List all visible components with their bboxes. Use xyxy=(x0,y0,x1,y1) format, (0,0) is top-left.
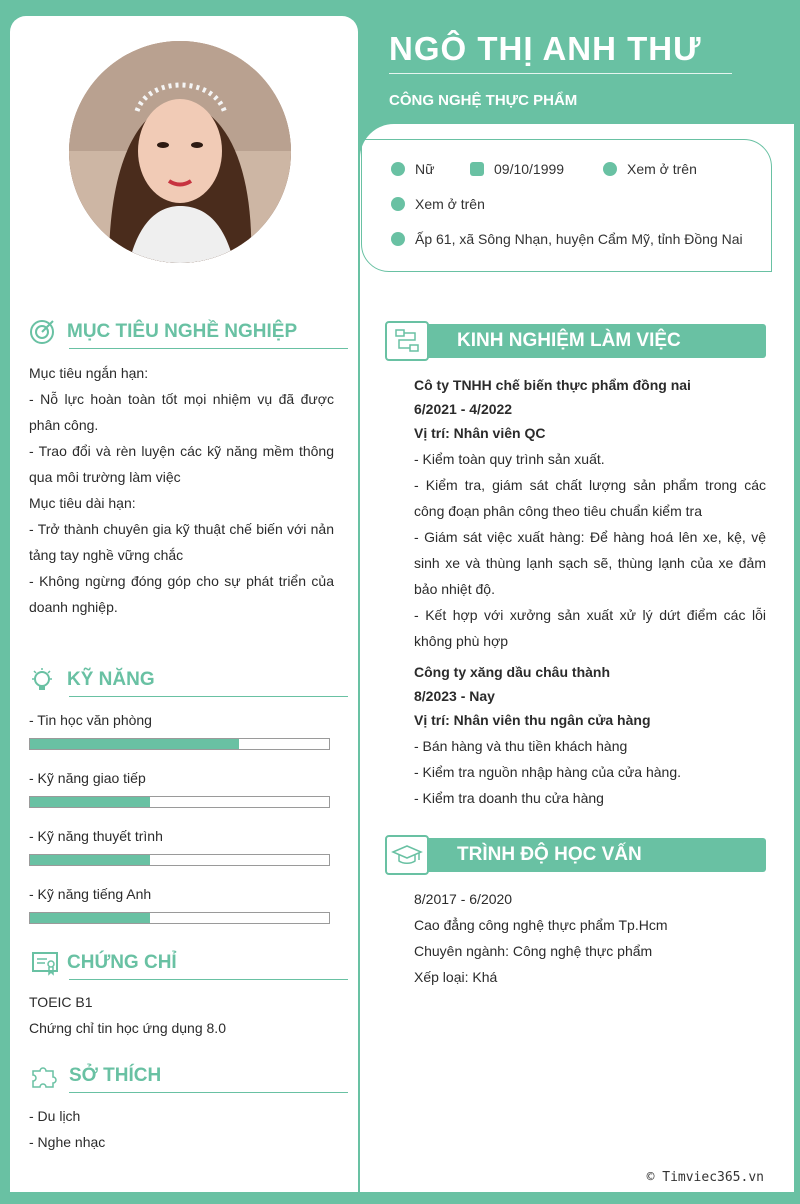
calendar-icon xyxy=(470,162,484,176)
graduation-cap-icon xyxy=(387,837,427,873)
job-period: 8/2023 - Nay xyxy=(414,688,495,704)
skill-label: - Tin học văn phòng xyxy=(29,712,152,728)
candidate-name: NGÔ THỊ ANH THƯ xyxy=(389,30,732,74)
objective-line: Mục tiêu ngắn hạn: xyxy=(29,365,149,381)
experience-body xyxy=(414,372,766,811)
skill-label: - Kỹ năng thuyết trình xyxy=(29,828,163,844)
job-task: - Bán hàng và thu tiền khách hàng xyxy=(414,738,628,754)
skills-divider xyxy=(69,696,348,697)
objective-heading xyxy=(29,319,297,345)
job-task: - Kiểm tra nguồn nhập hàng của cửa hàng. xyxy=(414,764,681,780)
objective-line: - Nỗ lực hoàn toàn tốt mọi nhiệm vụ đã được phân công. xyxy=(29,391,334,433)
user-icon xyxy=(391,162,405,176)
puzzle-icon xyxy=(29,1063,59,1089)
objective-body xyxy=(29,360,334,620)
skill-bar xyxy=(29,738,330,750)
email-item xyxy=(391,196,485,212)
education-body xyxy=(414,886,766,990)
job-task: - Kết hợp với xưởng sản xuất xử lý dứt điểm các lỗi không phù hợp xyxy=(414,607,766,649)
skill-bar xyxy=(29,796,330,808)
education-icon-box xyxy=(385,835,429,875)
skill-fill xyxy=(30,913,150,923)
skill-fill xyxy=(30,855,150,865)
gender-text: Nữ xyxy=(415,161,435,177)
certificates-divider xyxy=(69,979,348,980)
phone-item xyxy=(603,161,697,177)
objective-title: MỤC TIÊU NGHỀ NGHIỆP xyxy=(67,321,298,342)
experience-heading: KINH NGHIỆM LÀM VIỆC xyxy=(409,324,766,358)
job-title: CÔNG NGHỆ THỰC PHẨM xyxy=(389,92,578,109)
skill-label: - Kỹ năng tiếng Anh xyxy=(29,886,152,902)
hobby-item: - Du lịch xyxy=(29,1108,81,1124)
address-item xyxy=(391,231,743,247)
email-icon xyxy=(391,197,405,211)
education-line: 8/2017 - 6/2020 xyxy=(414,891,513,907)
skills-title: KỸ NĂNG xyxy=(67,669,155,690)
skill-bar xyxy=(29,912,330,924)
experience-icon-box xyxy=(385,321,429,361)
education-line: Cao đẳng công nghệ thực phẩm Tp.Hcm xyxy=(414,917,668,933)
education-heading: TRÌNH ĐỘ HỌC VẤN xyxy=(409,838,766,872)
target-icon xyxy=(29,319,55,345)
birthday-text: 09/10/1999 xyxy=(494,161,565,177)
gender-item xyxy=(391,161,434,177)
certificates-title: CHỨNG CHỈ xyxy=(67,952,177,973)
profile-photo xyxy=(69,41,291,263)
job-position: Vị trí: Nhân viên QC xyxy=(414,425,546,441)
education-line: Xếp loại: Khá xyxy=(414,969,498,985)
hobby-item: - Nghe nhạc xyxy=(29,1134,106,1150)
job-task: - Kiểm toàn quy trình sản xuất. xyxy=(414,451,605,467)
job-company: Cô ty TNHH chế biến thực phẩm đồng nai xyxy=(414,377,691,393)
job-company: Công ty xăng dầu châu thành xyxy=(414,664,611,680)
phone-text: Xem ở trên xyxy=(627,161,697,177)
skill-label: - Kỹ năng giao tiếp xyxy=(29,770,146,786)
objective-line: Mục tiêu dài hạn: xyxy=(29,495,136,511)
copyright[interactable]: © Timviec365.vn xyxy=(646,1170,764,1185)
home-icon xyxy=(391,232,405,246)
skills-heading xyxy=(29,667,155,693)
phone-icon xyxy=(603,162,617,176)
workflow-icon xyxy=(387,323,427,359)
certificate-icon xyxy=(29,950,61,976)
objective-line: - Trở thành chuyên gia kỹ thuật chế biến với nản tảng tay nghề vững chắc xyxy=(29,521,334,563)
objective-line: - Trao đổi và rèn luyện các kỹ năng mềm thông qua môi trường làm việc xyxy=(29,443,334,485)
job-task: - Kiểm tra, giám sát chất lượng sản phẩm trong các công đoạn phân công theo tiêu chuẩn kiểm tra xyxy=(414,477,766,519)
birthday-item xyxy=(470,161,564,177)
objective-divider xyxy=(69,348,348,349)
hobbies-heading xyxy=(29,1063,161,1089)
job-task: - Giám sát việc xuất hàng: Để hàng hoá lên xe, kệ, vệ sinh xe và thùng lạnh sạch sẽ, thùng lạnh của xe đảm bảo nhiệt độ. xyxy=(414,529,766,597)
job-period: 6/2021 - 4/2022 xyxy=(414,401,513,417)
skill-fill xyxy=(30,739,239,749)
skill-bar xyxy=(29,854,330,866)
hobbies-title: SỞ THÍCH xyxy=(69,1065,162,1086)
certificate-item: Chứng chỉ tin học ứng dụng 8.0 xyxy=(29,1020,226,1036)
skill-fill xyxy=(30,797,150,807)
certificates-heading xyxy=(29,950,177,976)
objective-line: - Không ngừng đóng góp cho sự phát triển của doanh nghiệp. xyxy=(29,573,334,615)
address-text: Ấp 61, xã Sông Nhạn, huyện Cẩm Mỹ, tỉnh Đồng Nai xyxy=(415,231,743,247)
hobbies-divider xyxy=(69,1092,348,1093)
job-position: Vị trí: Nhân viên thu ngân cửa hàng xyxy=(414,712,651,728)
certificate-item: TOEIC B1 xyxy=(29,994,93,1010)
lightbulb-icon xyxy=(29,667,55,693)
job-task: - Kiểm tra doanh thu cửa hàng xyxy=(414,790,604,806)
email-text: Xem ở trên xyxy=(415,196,485,212)
education-line: Chuyên ngành: Công nghệ thực phẩm xyxy=(414,943,653,959)
